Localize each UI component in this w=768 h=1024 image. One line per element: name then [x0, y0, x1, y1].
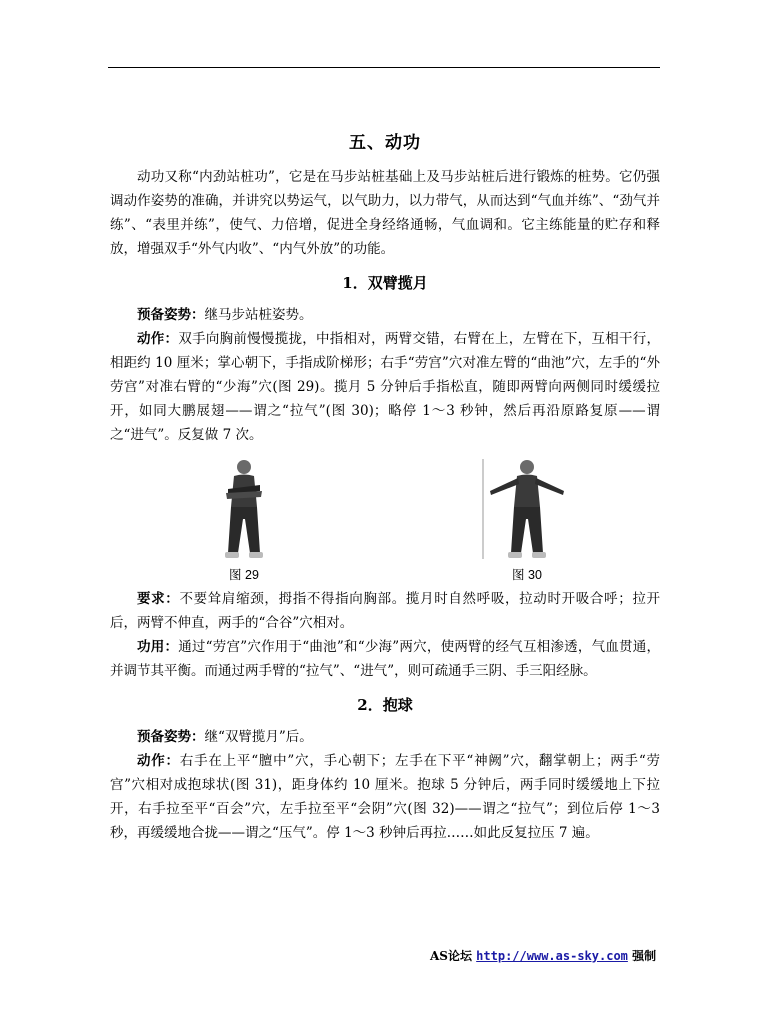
action-text: 双手向胸前慢慢揽拢，中指相对，两臂交错，右臂在上，左臂在下，互相干行，相距约 10 厘米；掌心朝下，手指成阶梯形；右手“劳宫”穴对准左臂的“曲池”穴，左手的“外劳宫”对准右臂的“少海”穴(图 29)。揽月 5 分钟后手指松直，随即两臂向两侧同时缓缓拉开，如同大鹏展翅——谓之“拉气”(图 30)；略停 1～3 秒钟，然后再沿原路复原——谓之“进气”。反复做 7 次。 [110, 331, 661, 443]
footer-suffix: 强制 [632, 949, 657, 963]
footer [430, 947, 656, 964]
prep-text: 继“双臂揽月”后。 [204, 729, 313, 745]
part1-effect [110, 635, 660, 683]
figure-30-caption: 图 30 [512, 568, 542, 582]
part1-action [110, 327, 660, 447]
effect-text: 通过“劳宫”穴作用于“曲池”和“少海”两穴，使两臂的经气互相渗透，气血贯通，并调节其平衡。而通过两手臂的“拉气”、“进气”，则可疏通手三阴、手三阳经脉。 [110, 639, 660, 679]
part2-title: 2．抱球 [357, 696, 413, 714]
action-text: 右手在上平“膻中”穴，手心朝下；左手在下平“神阙”穴，翻掌朝上；两手“劳宫”穴相对成抱球状(图 31)，距身体约 10 厘米。抱球 5 分钟后，两手同时缓缓地上下拉开，右手拉至平“百会”穴，左手拉至平“会阴”穴(图 32)——谓之“拉气”；到位后停 1～3 秒，再缓缓地合拢——谓之“压气”。停 1～3 秒钟后再拉……如此反复拉压 7 遍。 [110, 753, 660, 841]
header-rule [108, 67, 660, 68]
part2-action [110, 749, 660, 845]
action-label: 动作： [137, 753, 180, 769]
part1-title: 1．双臂揽月 [342, 274, 428, 292]
footer-link[interactable]: http://www.as-sky.com [476, 949, 628, 963]
figure-29-caption: 图 29 [229, 568, 259, 582]
figure-29-photo [214, 455, 274, 563]
part1-requirement [110, 587, 660, 635]
figure-29 [194, 455, 294, 583]
figure-30-photo [482, 455, 572, 563]
prep-label: 预备姿势： [137, 729, 205, 745]
figure-row [110, 455, 660, 587]
prep-text: 继马步站桩姿势。 [204, 307, 313, 323]
prep-label: 预备姿势： [137, 307, 205, 323]
footer-site: AS论坛 [430, 949, 472, 963]
requirement-text: 不要耸肩缩颈，拇指不得指向胸部。揽月时自然呼吸，拉动时开吸合呼；拉开后，两臂不伸直，两手的“合谷”穴相对。 [110, 591, 661, 631]
requirement-label: 要求： [137, 591, 180, 607]
page-content [110, 128, 660, 845]
section-title: 五、动功 [349, 133, 421, 153]
intro-paragraph: 动功又称“内劲站桩功”，它是在马步站桩基础上及马步站桩后进行锻炼的桩势。它仍强调动作姿势的准确，并讲究以势运气，以气助力，以力带气，从而达到“气血并练”、“劲气并练”、“表里并练”，使气、力倍增，促进全身经络通畅，气血调和。它主练能量的贮存和释放，增强双手“外气内收”、“内气外放”的功能。 [110, 169, 660, 257]
figure-30 [477, 455, 577, 583]
part1-prep [110, 303, 660, 327]
action-label: 动作： [137, 331, 179, 347]
part2-prep [110, 725, 660, 749]
effect-label: 功用： [137, 639, 179, 655]
